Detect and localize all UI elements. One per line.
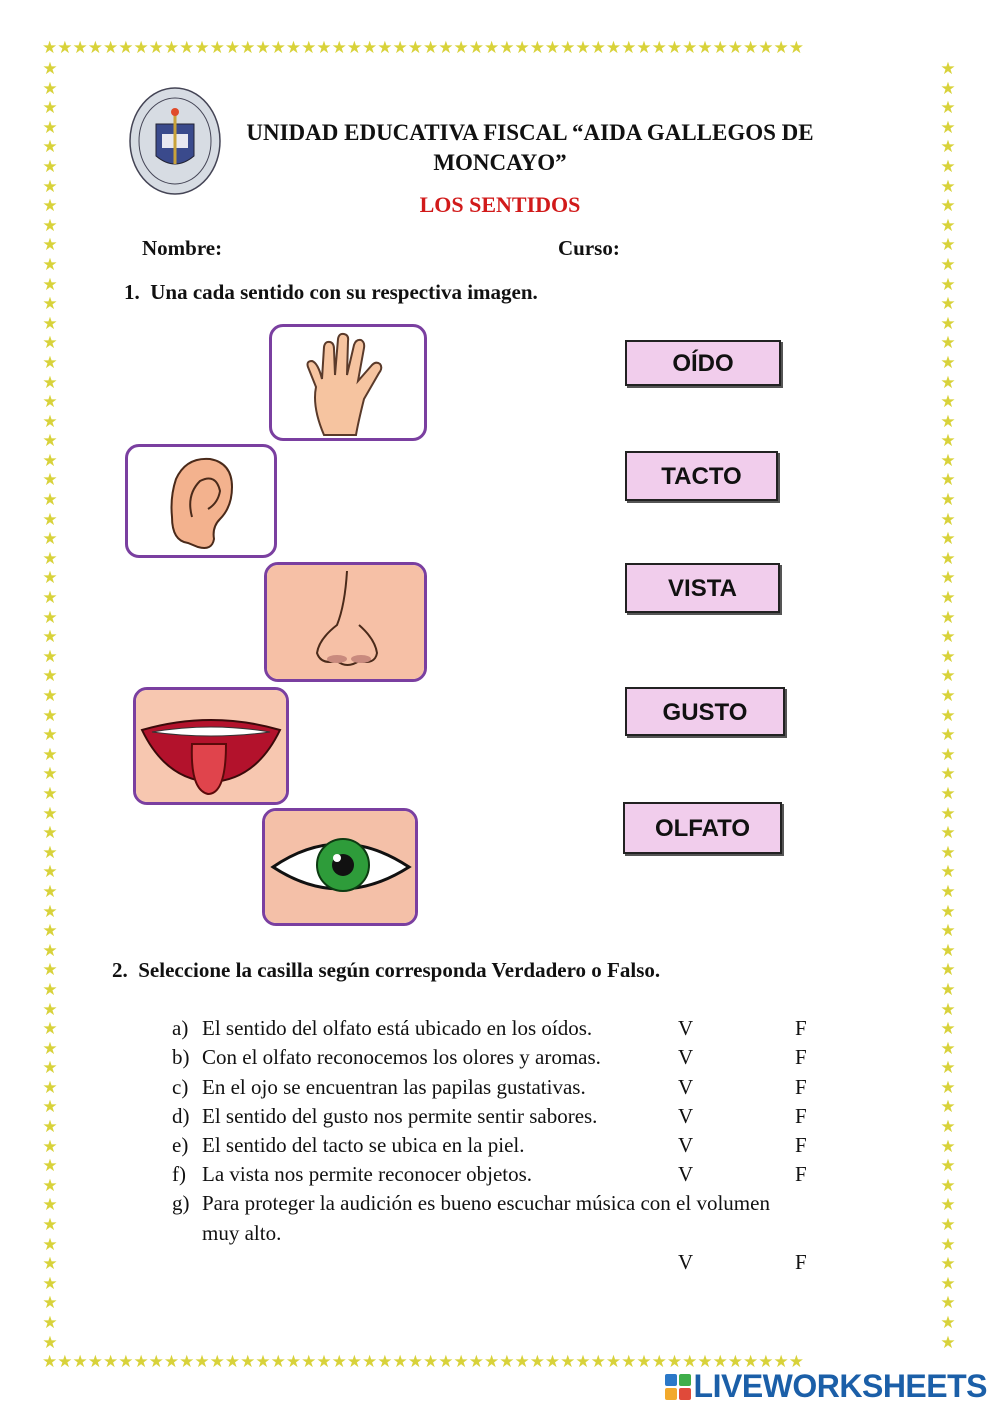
label-gusto[interactable]: GUSTO [625,687,785,736]
star-border-bottom: ★★★★★★★★★★★★★★★★★★★★★★★★★★★★★★★★★★★★★★★★★★★★★★★★★★ [42,1354,805,1371]
ear-icon [128,447,274,555]
school-name-line2: MONCAYO” [433,150,567,175]
option-true-f[interactable]: V [678,1162,694,1186]
option-false-d[interactable]: F [795,1104,807,1128]
nose-image-box[interactable] [264,562,427,682]
hand-image-box[interactable] [269,324,427,441]
mouth-icon [136,690,286,802]
option-true-d[interactable]: V [678,1104,694,1128]
liveworksheets-wordmark: LIVEWORKSHEETS [693,1368,987,1404]
school-logo [128,86,222,196]
school-name-line1: UNIDAD EDUCATIVA FISCAL “AIDA GALLEGOS DE [246,120,814,145]
star-border-right: ★ ★ ★ ★ ★ ★ ★ ★ ★ ★ ★ ★ ★ ★ ★ ★ ★ ★ ★ ★ ★ ★ ★ ★ ★ ★ ★ ★ ★ ★ ★ ★ ★ ★ ★ ★ ★ ★ ★ ★ ★ ★ ★ ★ ★ ★ ★ ★ ★ ★ ★ ★ ★ ★ ★ ★ ★ ★ ★ ★ ★ ★ ★ ★ ★ ★ [940,60,956,1352]
label-oido[interactable]: OÍDO [625,340,781,386]
label-tacto[interactable]: TACTO [625,451,778,501]
option-true-c[interactable]: V [678,1075,694,1099]
label-vista[interactable]: VISTA [625,563,780,613]
option-false-g[interactable]: F [795,1250,807,1274]
mouth-image-box[interactable] [133,687,289,805]
nose-icon [267,565,424,679]
star-border-left: ★ ★ ★ ★ ★ ★ ★ ★ ★ ★ ★ ★ ★ ★ ★ ★ ★ ★ ★ ★ ★ ★ ★ ★ ★ ★ ★ ★ ★ ★ ★ ★ ★ ★ ★ ★ ★ ★ ★ ★ ★ ★ ★ ★ ★ ★ ★ ★ ★ ★ ★ ★ ★ ★ ★ ★ ★ ★ ★ ★ ★ ★ ★ ★ ★ ★ [42,60,58,1352]
option-true-a[interactable]: V [678,1016,694,1040]
section2-instruction: 2. Seleccione la casilla según corresponda Verdadero o Falso. [112,958,661,982]
eye-icon [265,811,415,923]
page-title: LOS SENTIDOS [419,192,581,217]
hand-icon [272,327,424,438]
option-true-g[interactable]: V [678,1250,694,1274]
liveworksheets-logo [665,1368,987,1405]
option-false-a[interactable]: F [795,1016,807,1040]
label-olfato[interactable]: OLFATO [623,802,782,854]
eye-image-box[interactable] [262,808,418,926]
option-false-b[interactable]: F [795,1045,807,1069]
option-true-e[interactable]: V [678,1133,694,1157]
option-false-c[interactable]: F [795,1075,807,1099]
section1-instruction: 1. Una cada sentido con su respectiva imagen. [124,280,538,304]
liveworksheets-icon [665,1374,691,1400]
option-false-e[interactable]: F [795,1133,807,1157]
star-border-top: ★★★★★★★★★★★★★★★★★★★★★★★★★★★★★★★★★★★★★★★★★★★★★★★★★★ [42,40,805,57]
name-label: Nombre: [142,236,223,260]
course-label: Curso: [558,236,620,260]
option-true-b[interactable]: V [678,1045,694,1069]
ear-image-box[interactable] [125,444,277,558]
option-false-f[interactable]: F [795,1162,807,1186]
